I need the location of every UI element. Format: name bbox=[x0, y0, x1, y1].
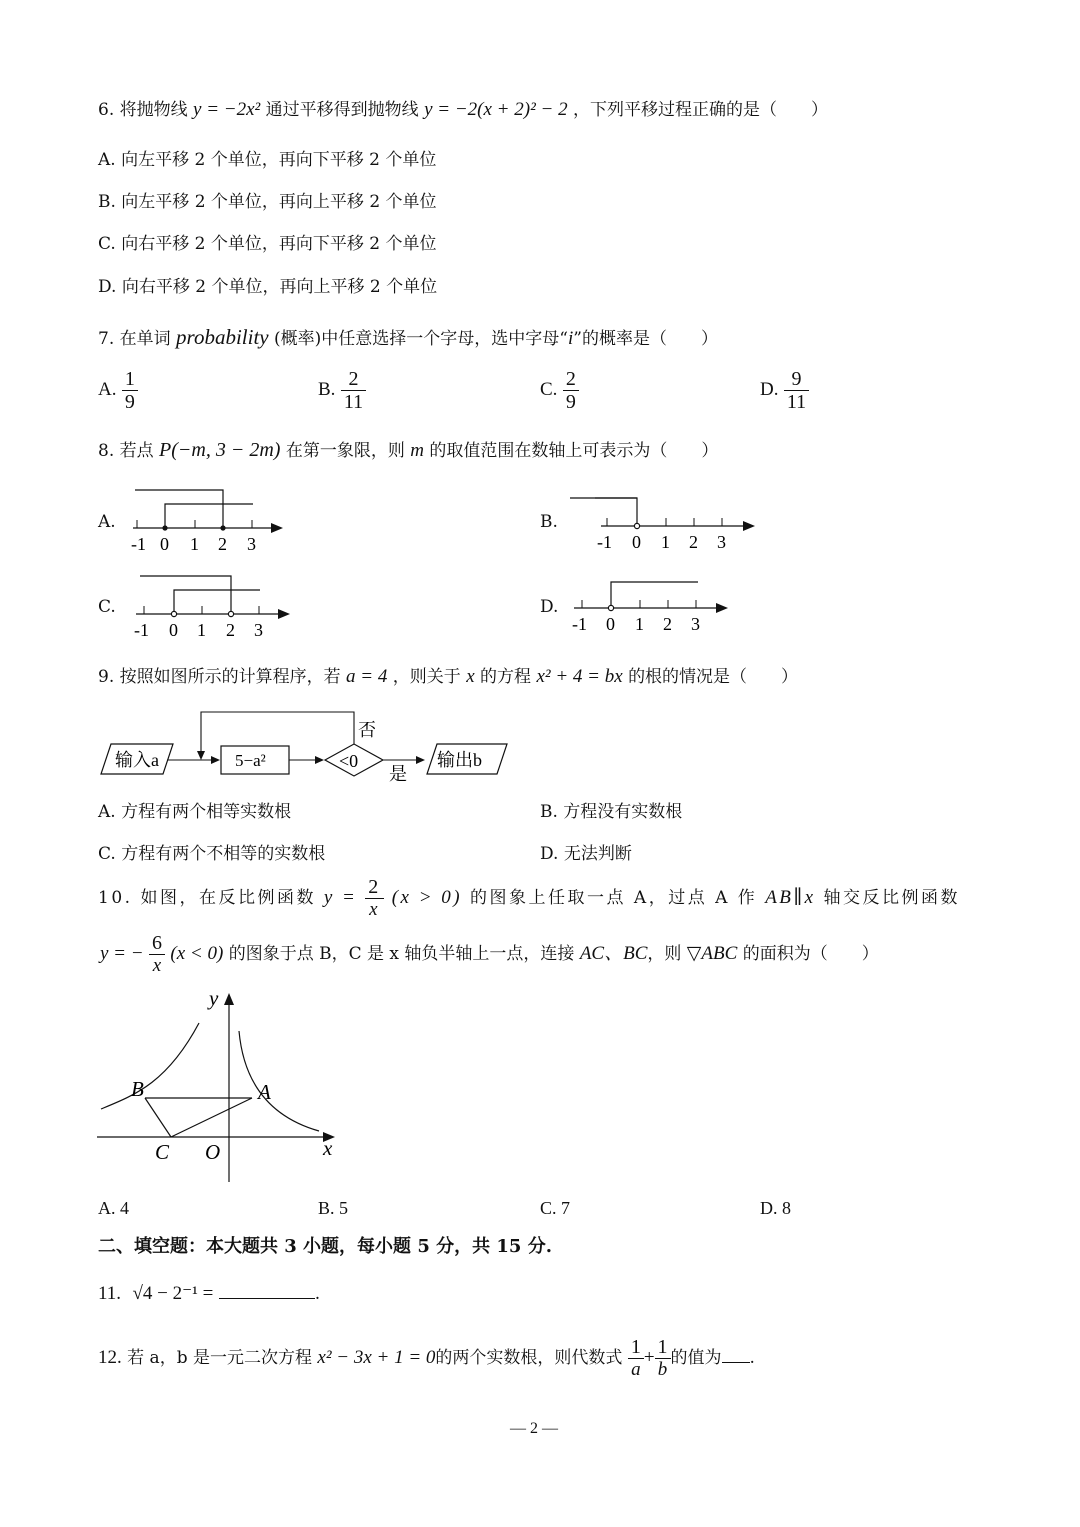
q10-option-c[interactable]: C. 7 bbox=[540, 1198, 571, 1218]
q8-option-c-label[interactable]: C. bbox=[98, 597, 116, 617]
q9-option-c[interactable]: C. 方程有两个不相等的实数根 bbox=[98, 844, 326, 864]
tick-label: -1 bbox=[131, 534, 146, 554]
q12-stem: 12. 若 a，b 是一元二次方程 x² − 3x + 1 = 0的两个实数根，则代数式 $\frac{1}{a}$ + $\frac{1}{b}$ 的值为 . bbox=[98, 1336, 755, 1380]
flow-test-label: <0 bbox=[339, 751, 359, 771]
q10-option-b[interactable]: B. 5 bbox=[318, 1198, 349, 1218]
fraction: $\frac{1}{a}$ bbox=[628, 1336, 644, 1381]
label-c: C bbox=[155, 1140, 170, 1164]
tick-label: 3 bbox=[247, 534, 256, 554]
label-a: A bbox=[258, 1080, 271, 1104]
tick-label: 0 bbox=[606, 614, 615, 634]
q8-number-line-c[interactable] bbox=[130, 572, 295, 642]
tick-label: 2 bbox=[218, 534, 227, 554]
label-o: O bbox=[205, 1140, 221, 1164]
q9-option-d[interactable]: D. 无法判断 bbox=[540, 844, 632, 864]
tick-label: 1 bbox=[635, 614, 644, 634]
q8-number-line-d[interactable] bbox=[568, 574, 733, 640]
tick-label: 0 bbox=[160, 534, 169, 554]
q6-option-a[interactable]: A. 向左平移 2 个单位，再向下平移 2 个单位 bbox=[98, 150, 437, 170]
flow-input-label: 输入a bbox=[115, 750, 159, 770]
page-number: — 2 — bbox=[510, 1420, 558, 1437]
flow-no-label: 否 bbox=[358, 720, 376, 740]
tick-label: 2 bbox=[689, 532, 698, 552]
q7-stem: 7. 在单词 probability (概率)中任意选择一个字母，选中字母“i”的概率是（ ） bbox=[98, 325, 718, 349]
q6-eq1: y = −2x² bbox=[193, 99, 261, 120]
tick-label: 0 bbox=[632, 532, 641, 552]
q10-option-a[interactable]: A. 4 bbox=[98, 1198, 129, 1218]
q7-word: probability bbox=[176, 325, 269, 349]
label-y: y bbox=[209, 986, 219, 1010]
tick-label: -1 bbox=[572, 614, 587, 634]
flow-calc-label: 5−a² bbox=[235, 751, 266, 770]
tick-label: 1 bbox=[190, 534, 199, 554]
fraction: $\frac{2}{x}$ bbox=[365, 876, 384, 921]
q8-option-d-label[interactable]: D. bbox=[540, 597, 559, 617]
q9-option-a[interactable]: A. 方程有两个相等实数根 bbox=[98, 802, 292, 822]
label-b: B bbox=[131, 1077, 144, 1101]
label-x: x bbox=[323, 1136, 333, 1160]
tick-label: 2 bbox=[226, 620, 235, 640]
fraction: $\frac{2}{11}$ bbox=[341, 368, 366, 413]
q8-option-a-label[interactable]: A. bbox=[98, 512, 116, 532]
q7-option-a[interactable]: A. $\frac{1}{9}$ bbox=[98, 368, 138, 413]
q7-option-c[interactable]: C. $\frac{2}{9}$ bbox=[540, 368, 579, 413]
q10-stem-line2: y = − $\frac{6}{x}$ (x < 0) 的图象于点 B，C 是 x 轴负半轴上一点，连接 AC、BC，则 ▽ABC 的面积为（ ） bbox=[100, 932, 879, 976]
fraction: $\frac{1}{9}$ bbox=[122, 368, 138, 413]
tick-label: -1 bbox=[597, 532, 612, 552]
q7-option-b[interactable]: B. $\frac{2}{11}$ bbox=[318, 368, 366, 413]
tick-label: -1 bbox=[134, 620, 149, 640]
q8-stem: 8. 若点 P(−m, 3 − 2m) 在第一象限，则 m 的取值范围在数轴上可表示为（ ） bbox=[98, 439, 719, 461]
tick-label: 3 bbox=[717, 532, 726, 552]
q10-stem-line1: 10. 如图，在反比例函数 y = $\frac{2}{x}$ (x > 0) 的图象上任取一点 A，过点 A 作 AB∥x 轴交反比例函数 bbox=[98, 876, 961, 920]
tick-label: 0 bbox=[169, 620, 178, 640]
tick-label: 3 bbox=[254, 620, 263, 640]
fraction: $\frac{1}{b}$ bbox=[655, 1336, 671, 1381]
section-heading: 二、填空题：本大题共 3 小题，每小题 5 分，共 15 分. bbox=[98, 1236, 552, 1257]
flow-output-label: 输出b bbox=[437, 750, 482, 770]
q6-option-b[interactable]: B. 向左平移 2 个单位，再向上平移 2 个单位 bbox=[98, 192, 437, 212]
hyperbola-left bbox=[101, 1023, 199, 1109]
q9-flowchart bbox=[95, 708, 515, 788]
segment-bc bbox=[145, 1098, 171, 1137]
q6-option-d[interactable]: D. 向右平移 2 个单位，再向上平移 2 个单位 bbox=[98, 277, 438, 297]
q10-option-d[interactable]: D. 8 bbox=[760, 1198, 791, 1218]
q11-answer-blank[interactable] bbox=[219, 1280, 315, 1299]
q8-option-b-label[interactable]: B. bbox=[540, 512, 558, 532]
q9-option-b[interactable]: B. 方程没有实数根 bbox=[540, 802, 683, 822]
hyperbola-right bbox=[239, 1031, 319, 1131]
q6-option-c[interactable]: C. 向右平移 2 个单位，再向下平移 2 个单位 bbox=[98, 234, 437, 254]
q6-eq2: y = −2(x + 2)² − 2 bbox=[424, 99, 568, 120]
tick-label: 1 bbox=[661, 532, 670, 552]
fraction: $\frac{2}{9}$ bbox=[563, 368, 579, 413]
fraction: $\frac{9}{11}$ bbox=[784, 368, 809, 413]
q8-number-line-a[interactable] bbox=[125, 486, 285, 556]
fraction: $\frac{6}{x}$ bbox=[149, 932, 165, 977]
segment-ac bbox=[171, 1098, 252, 1137]
tick-label: 1 bbox=[197, 620, 206, 640]
tick-label: 3 bbox=[691, 614, 700, 634]
q6-stem: 6. 将抛物线 y = −2x² 通过平移得到抛物线 y = −2(x + 2)² − 2 ，下列平移过程正确的是（ ） bbox=[98, 99, 828, 120]
q10-graph bbox=[95, 985, 345, 1185]
q12-answer-blank[interactable] bbox=[722, 1344, 750, 1363]
q11-stem: 11. √4 − 2⁻¹ = . bbox=[98, 1280, 320, 1306]
q9-stem: 9. 按照如图所示的计算程序，若 a = 4 ，则关于 x 的方程 x² + 4 = bx 的根的情况是（ ） bbox=[98, 666, 799, 687]
q7-option-d[interactable]: D. $\frac{9}{11}$ bbox=[760, 368, 809, 413]
flow-yes-label: 是 bbox=[389, 764, 407, 784]
q8-point: P(−m, 3 − 2m) bbox=[159, 439, 281, 461]
q8-b-ray bbox=[565, 490, 645, 504]
tick-label: 2 bbox=[663, 614, 672, 634]
